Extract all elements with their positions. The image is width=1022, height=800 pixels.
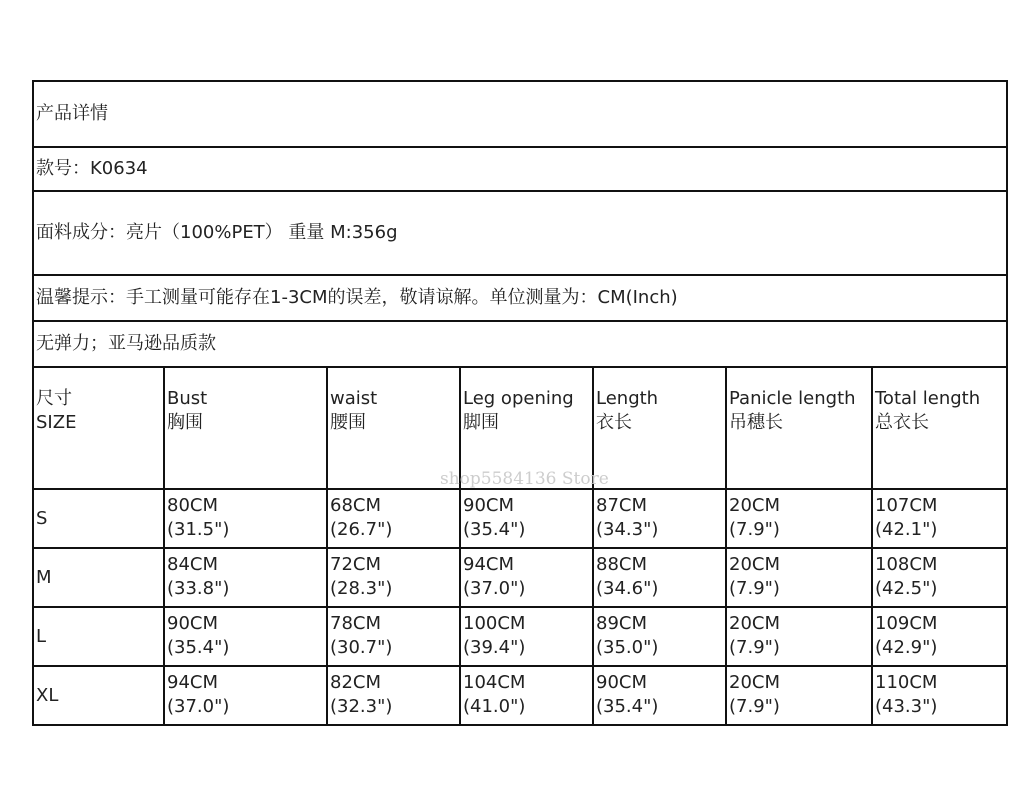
measurement-inch: (35.0")	[596, 637, 659, 658]
measurement-cm: 87CM	[596, 495, 648, 516]
header-label: 尺寸	[36, 388, 72, 409]
header-label: 胸围	[167, 412, 203, 433]
measurement-cell	[872, 666, 1007, 725]
table-row	[33, 607, 1007, 666]
measurement-inch: (26.7")	[330, 519, 393, 540]
info-row-product-details	[33, 81, 1007, 147]
measurement-inch: (42.1")	[875, 519, 938, 540]
measurement-inch: (43.3")	[875, 696, 938, 717]
measurement-cm: 90CM	[463, 495, 515, 516]
header-label: Length	[596, 388, 659, 409]
measurement-cell	[726, 607, 872, 666]
measurement-cell	[327, 666, 460, 725]
measurement-cell	[327, 489, 460, 548]
measurement-inch: (37.0")	[463, 578, 526, 599]
measurement-cell	[327, 607, 460, 666]
header-cell-panicle-length	[726, 367, 872, 489]
header-cell-length	[593, 367, 726, 489]
measurement-inch: (7.9")	[729, 696, 780, 717]
measurement-cm: 110CM	[875, 672, 938, 693]
measurement-cell	[460, 666, 593, 725]
header-label: 吊穗长	[729, 412, 783, 433]
info-row-fabric	[33, 191, 1007, 275]
measurement-cm: 107CM	[875, 495, 938, 516]
header-cell-leg-opening	[460, 367, 593, 489]
measurement-inch: (37.0")	[167, 696, 230, 717]
measurement-cm: 94CM	[167, 672, 219, 693]
measurement-cell	[872, 489, 1007, 548]
measurement-inch: (39.4")	[463, 637, 526, 658]
model-number: 款号：K0634	[33, 147, 1007, 191]
measurement-cm: 72CM	[330, 554, 382, 575]
header-label: 脚围	[463, 412, 499, 433]
product-detail-sheet	[32, 80, 1006, 726]
fabric-composition: 面料成分：亮片（100%PET） 重量 M:356g	[33, 191, 1007, 275]
product-details-title: 产品详情	[33, 81, 1007, 147]
header-cell-bust	[164, 367, 327, 489]
measurement-notice: 温馨提示：手工测量可能存在1-3CM的误差，敬请谅解。单位测量为：CM(Inch)	[33, 275, 1007, 321]
measurement-cell	[164, 489, 327, 548]
measurement-cm: 89CM	[596, 613, 648, 634]
size-table-header-row	[33, 367, 1007, 489]
size-label-cell: M	[33, 548, 164, 607]
measurement-cm: 90CM	[167, 613, 219, 634]
measurement-cm: 20CM	[729, 495, 781, 516]
measurement-inch: (41.0")	[463, 696, 526, 717]
measurement-cell	[164, 548, 327, 607]
measurement-cell	[460, 548, 593, 607]
measurement-cm: 94CM	[463, 554, 515, 575]
measurement-cm: 108CM	[875, 554, 938, 575]
measurement-cm: 82CM	[330, 672, 382, 693]
size-table-body	[33, 489, 1007, 725]
info-row-elasticity	[33, 321, 1007, 367]
measurement-cell	[593, 666, 726, 725]
header-label: SIZE	[36, 412, 77, 433]
measurement-cm: 90CM	[596, 672, 648, 693]
measurement-inch: (42.9")	[875, 637, 938, 658]
measurement-cell	[593, 607, 726, 666]
measurement-inch: (7.9")	[729, 519, 780, 540]
measurement-inch: (7.9")	[729, 637, 780, 658]
measurement-cell	[164, 666, 327, 725]
header-label: Total length	[875, 388, 981, 409]
measurement-cell	[726, 489, 872, 548]
store-watermark: shop5584136 Store	[440, 469, 609, 489]
measurement-cell	[872, 607, 1007, 666]
measurement-inch: (42.5")	[875, 578, 938, 599]
size-chart-table	[32, 80, 1008, 726]
measurement-inch: (35.4")	[167, 637, 230, 658]
size-label-cell: S	[33, 489, 164, 548]
size-label-cell: XL	[33, 666, 164, 725]
measurement-cell	[593, 548, 726, 607]
header-cell-total-length	[872, 367, 1007, 489]
measurement-cell	[460, 489, 593, 548]
measurement-inch: (34.6")	[596, 578, 659, 599]
size-label-cell: L	[33, 607, 164, 666]
header-label: Leg opening	[463, 388, 574, 409]
measurement-inch: (35.4")	[463, 519, 526, 540]
elasticity-note: 无弹力；亚马逊品质款	[33, 321, 1007, 367]
measurement-cm: 80CM	[167, 495, 219, 516]
table-row	[33, 666, 1007, 725]
measurement-cm: 104CM	[463, 672, 526, 693]
measurement-cell	[164, 607, 327, 666]
measurement-inch: (32.3")	[330, 696, 393, 717]
measurement-cell	[726, 548, 872, 607]
measurement-cell	[327, 548, 460, 607]
measurement-cell	[726, 666, 872, 725]
header-cell-waist	[327, 367, 460, 489]
measurement-inch: (31.5")	[167, 519, 230, 540]
measurement-cm: 20CM	[729, 672, 781, 693]
measurement-inch: (7.9")	[729, 578, 780, 599]
info-row-model	[33, 147, 1007, 191]
measurement-inch: (30.7")	[330, 637, 393, 658]
header-label: Panicle length	[729, 388, 856, 409]
measurement-inch: (28.3")	[330, 578, 393, 599]
info-row-notice	[33, 275, 1007, 321]
header-label: 衣长	[596, 412, 632, 433]
measurement-inch: (34.3")	[596, 519, 659, 540]
measurement-cm: 78CM	[330, 613, 382, 634]
header-label: 腰围	[330, 412, 366, 433]
header-cell-size	[33, 367, 164, 489]
measurement-cm: 109CM	[875, 613, 938, 634]
measurement-cm: 100CM	[463, 613, 526, 634]
measurement-cell	[593, 489, 726, 548]
measurement-cm: 68CM	[330, 495, 382, 516]
header-label: 总衣长	[875, 412, 929, 433]
table-row	[33, 548, 1007, 607]
measurement-cell	[460, 607, 593, 666]
measurement-cm: 84CM	[167, 554, 219, 575]
header-label: Bust	[167, 388, 208, 409]
header-label: waist	[330, 388, 378, 409]
measurement-cell	[872, 548, 1007, 607]
measurement-inch: (35.4")	[596, 696, 659, 717]
measurement-cm: 20CM	[729, 613, 781, 634]
table-row	[33, 489, 1007, 548]
measurement-cm: 20CM	[729, 554, 781, 575]
measurement-inch: (33.8")	[167, 578, 230, 599]
measurement-cm: 88CM	[596, 554, 648, 575]
